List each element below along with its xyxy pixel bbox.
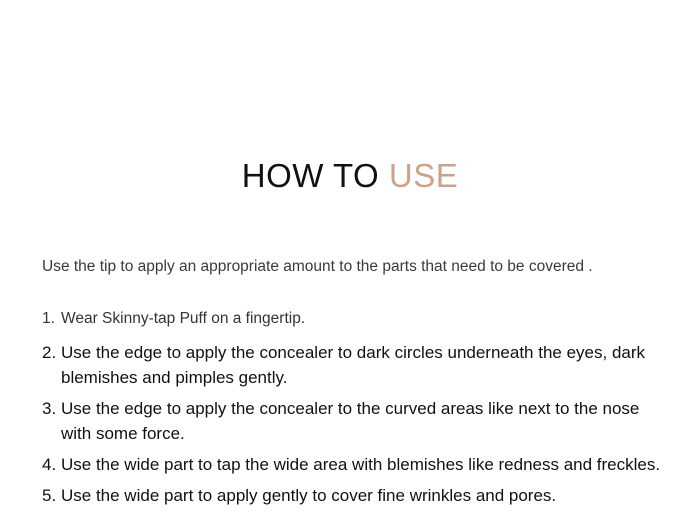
title-text: HOW TO — [241, 157, 389, 194]
step-text: Use the edge to apply the concealer to the curved areas like next to the nose with some force. — [61, 399, 640, 443]
intro-text: Use the tip to apply an appropriate amount to the parts that need to be covered . — [42, 258, 593, 275]
step-3 — [42, 396, 672, 446]
step-2 — [42, 340, 672, 390]
page-title — [0, 154, 700, 198]
title-accent-text: USE — [388, 157, 459, 194]
step-1 — [42, 309, 672, 329]
step-text: Wear Skinny-tap Puff on a fingertip. — [61, 310, 306, 327]
step-number: 1. — [42, 310, 55, 327]
step-number: 4. — [42, 455, 57, 474]
step-text: Use the edge to apply the concealer to dark circles underneath the eyes, dark blemishes and pimples gently. — [61, 343, 646, 387]
instruction-steps — [42, 309, 672, 514]
step-4 — [42, 452, 672, 477]
step-5 — [42, 483, 672, 508]
step-text: Use the wide part to apply gently to cover fine wrinkles and pores. — [61, 486, 557, 505]
step-number: 2. — [42, 343, 57, 362]
step-text: Use the wide part to tap the wide area with blemishes like redness and freckles. — [61, 455, 661, 474]
step-number: 3. — [42, 399, 57, 418]
step-number: 5. — [42, 486, 57, 505]
